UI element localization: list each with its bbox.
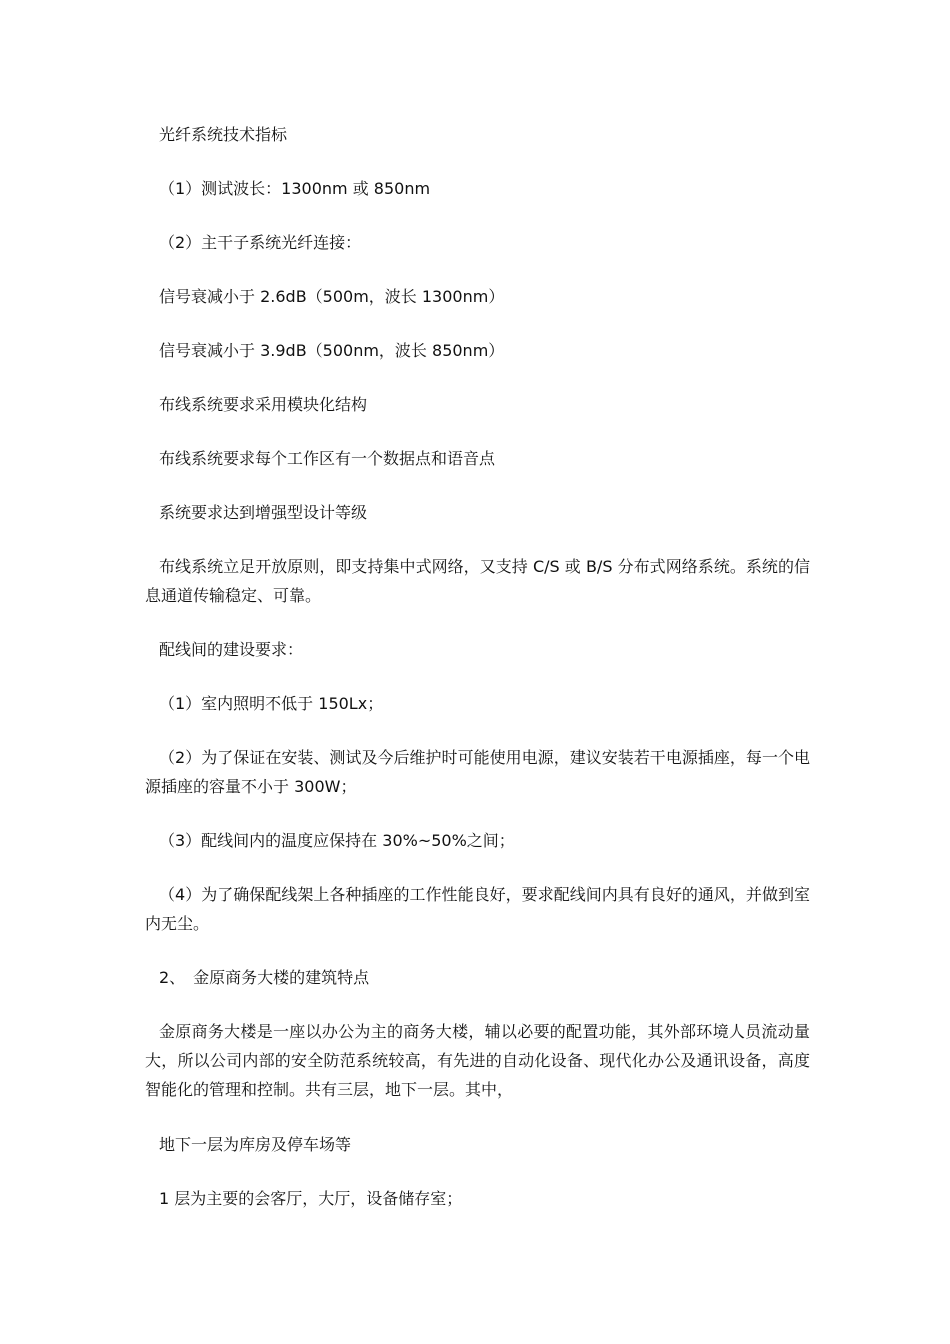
paragraph-enhanced-design: 系统要求达到增强型设计等级 — [159, 503, 368, 522]
heading-building-features: 2、 金原商务大楼的建筑特点 — [159, 968, 370, 987]
paragraph-power-sockets: （2）为了保证在安装、测试及今后维护时可能使用电源，建议安装若干电源插座，每一个电源插座的容量不小于 300W； — [145, 748, 810, 796]
paragraph-data-voice-points: 布线系统要求每个工作区有一个数据点和语音点 — [159, 449, 496, 468]
paragraph-temperature: （3）配线间内的温度应保持在 30%~50%之间； — [159, 831, 515, 850]
paragraph-lighting: （1）室内照明不低于 150Lx； — [159, 694, 384, 713]
paragraph-ventilation: （4）为了确保配线架上各种插座的工作性能良好，要求配线间内具有良好的通风，并做到室内无尘。 — [145, 885, 810, 933]
paragraph-basement: 地下一层为库房及停车场等 — [159, 1135, 352, 1154]
paragraph-building-description: 金原商务大楼是一座以办公为主的商务大楼，辅以必要的配置功能，其外部环境人员流动量大，所以公司内部的安全防范系统较高，有先进的自动化设备、现代化办公及通讯设备，高度智能化的管理和控制。共有三层，地下一层。其中， — [145, 1022, 810, 1099]
paragraph-attenuation-850: 信号衰减小于 3.9dB（500nm，波长 850nm） — [159, 341, 505, 360]
paragraph-first-floor: 1 层为主要的会客厅，大厅，设备储存室； — [159, 1189, 463, 1208]
paragraph-modular-structure: 布线系统要求采用模块化结构 — [159, 395, 368, 414]
heading-fiber-spec: 光纤系统技术指标 — [159, 125, 288, 144]
heading-wiring-closet: 配线间的建设要求： — [159, 640, 304, 659]
paragraph-backbone-connection: （2）主干子系统光纤连接： — [159, 233, 362, 252]
paragraph-attenuation-1300: 信号衰减小于 2.6dB（500m，波长 1300nm） — [159, 287, 505, 306]
paragraph-open-principle: 布线系统立足开放原则，即支持集中式网络，又支持 C/S 或 B/S 分布式网络系统。系统的信息通道传输稳定、可靠。 — [145, 557, 810, 605]
paragraph-test-wavelength: （1）测试波长：1300nm 或 850nm — [159, 179, 431, 198]
